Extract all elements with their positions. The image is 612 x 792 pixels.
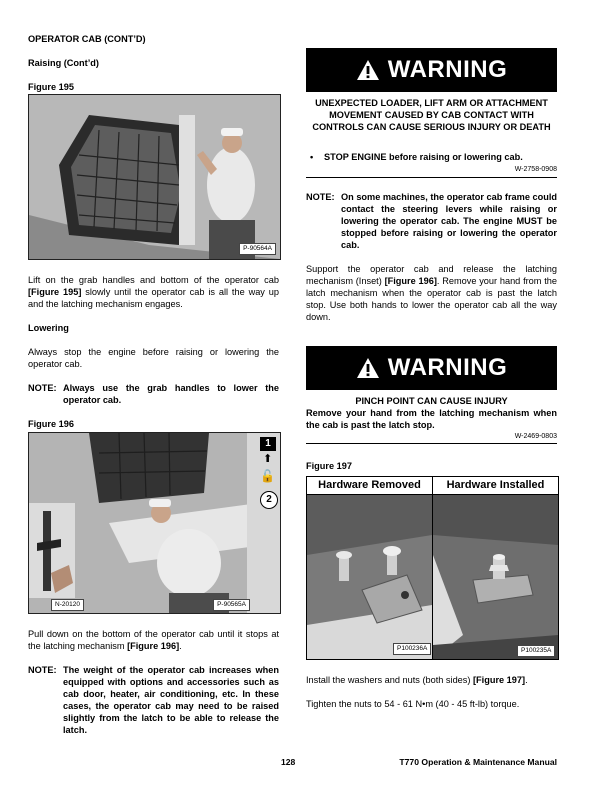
figure-197-caption: Figure 197: [306, 461, 352, 471]
warning-1-code: W-2758-0908: [514, 166, 557, 173]
figure-196-caption: Figure 196: [28, 419, 74, 429]
note-steering-levers: [306, 191, 557, 251]
figure-196-photo: [28, 432, 281, 614]
paragraph-pull-down-text-2: .: [179, 641, 182, 651]
arrow-up-icon: ⬆: [263, 453, 273, 465]
bullet-icon: •: [310, 152, 314, 162]
hardware-installed-photo: [433, 495, 558, 659]
subsection-title: Raising (Cont’d): [28, 58, 99, 68]
figure-197-header-right: Hardware Installed: [433, 477, 558, 495]
cab-lowering-illustration: [29, 433, 280, 613]
paragraph-install-text-1: Install the washers and nuts (both sides): [306, 675, 473, 685]
paragraph-install-text-2: .: [525, 675, 528, 685]
figure-196-reference: [Figure 196]: [384, 276, 437, 286]
figure-195-code: P-90564A: [239, 243, 276, 255]
figure-197-code-left: P100236A: [393, 643, 431, 655]
hardware-removed-photo: [307, 495, 432, 659]
warning-2-heading: PINCH POINT CAN CAUSE INJURY: [355, 396, 508, 406]
paragraph-pull-down-text-1: Pull down on the bottom of the operator cab until it stops at the latching mechanism: [28, 629, 279, 651]
warning-banner-1-title: WARNING: [387, 56, 508, 83]
warning-2-code: W-2469-0803: [514, 433, 557, 440]
paragraph-lift-text-2: slowly until the operator cab is all the way up and the latching mechanism engages.: [28, 287, 280, 309]
page-number: 128: [281, 757, 296, 767]
note-label: NOTE:: [306, 192, 335, 202]
paragraph-support-text-1: Support the operator cab and release the latching mechanism (Inset): [306, 264, 557, 286]
cab-raising-illustration: [29, 95, 280, 259]
warning-triangle-icon: [356, 357, 380, 379]
lowering-heading: Lowering: [28, 323, 69, 333]
paragraph-torque: Tighten the nuts to 54 - 61 N•m (40 - 45 ft-lb) torque.: [306, 699, 520, 709]
unlock-icon: 🔓: [260, 469, 275, 483]
section-title: OPERATOR CAB (CONT’D): [28, 34, 146, 44]
figure-196-reference: [Figure 196]: [127, 641, 180, 651]
paragraph-support-cab: [306, 263, 557, 323]
figure-195-caption: Figure 195: [28, 82, 74, 92]
figure-197-code-right: P100235A: [517, 645, 555, 657]
note-steering-levers-text: On some machines, the operator cab frame could contact the steering levers while raising or lowering the operator cab. The engine MUST be stopped before raising or lowering the operator cab.: [341, 192, 557, 250]
step-1-badge: 1: [260, 437, 276, 451]
warning-2-text: Remove your hand from the latching mechanism when the cab is past the latch stop.: [306, 408, 557, 430]
divider: [306, 443, 557, 444]
note-cab-weight: [28, 664, 279, 736]
warning-1-bullet-text: STOP ENGINE before raising or lowering cab.: [324, 152, 523, 162]
warning-banner-1: [306, 48, 557, 92]
note-label: NOTE:: [28, 383, 57, 393]
note-grab-handles-text: Always use the grab handles to lower the operator cab.: [63, 383, 279, 405]
note-label: NOTE:: [28, 665, 57, 675]
paragraph-install-washers: [306, 674, 557, 686]
figure-197: [306, 476, 559, 660]
warning-banner-2: [306, 346, 557, 390]
note-grab-handles: [28, 382, 279, 406]
figure-197-reference: [Figure 197]: [473, 675, 526, 685]
figure-197-header-left: Hardware Removed: [307, 477, 433, 495]
figure-195-photo: [28, 94, 281, 260]
warning-1-bullet: [306, 151, 557, 163]
paragraph-lift-text-1: Lift on the grab handles and bottom of the operator cab: [28, 275, 279, 285]
paragraph-stop-engine: Always stop the engine before raising or lowering the operator cab.: [28, 347, 279, 369]
step-2-badge: 2: [260, 491, 278, 509]
warning-triangle-icon: [356, 59, 380, 81]
paragraph-support-text-2: . Remove your hand from the latch mechanism when the operator cab is past the latch stop. Use both hands to lower the operator cab all the way down.: [306, 276, 557, 322]
divider: [306, 177, 557, 178]
warning-banner-2-title: WARNING: [387, 354, 508, 381]
paragraph-lift-instructions: [28, 274, 279, 310]
note-cab-weight-text: The weight of the operator cab increases when equipped with options and accessories such as cab door, heater, air conditioning, etc. In these cases, the operator cab may need to be raised slightly from the latch to be able to release the latch.: [63, 665, 279, 735]
manual-title: T770 Operation & Maintenance Manual: [399, 757, 557, 767]
warning-1-heading: UNEXPECTED LOADER, LIFT ARM OR ATTACHMENT MOVEMENT CAUSED BY CAB CONTACT WITH CONTROLS CAN CAUSE SERIOUS INJURY OR DEATH: [312, 98, 551, 132]
figure-196-inset-code: N-20120: [51, 599, 84, 611]
figure-196-code: P-90565A: [213, 599, 250, 611]
figure-195-reference: [Figure 195]: [28, 287, 82, 297]
paragraph-pull-down: [28, 628, 279, 652]
